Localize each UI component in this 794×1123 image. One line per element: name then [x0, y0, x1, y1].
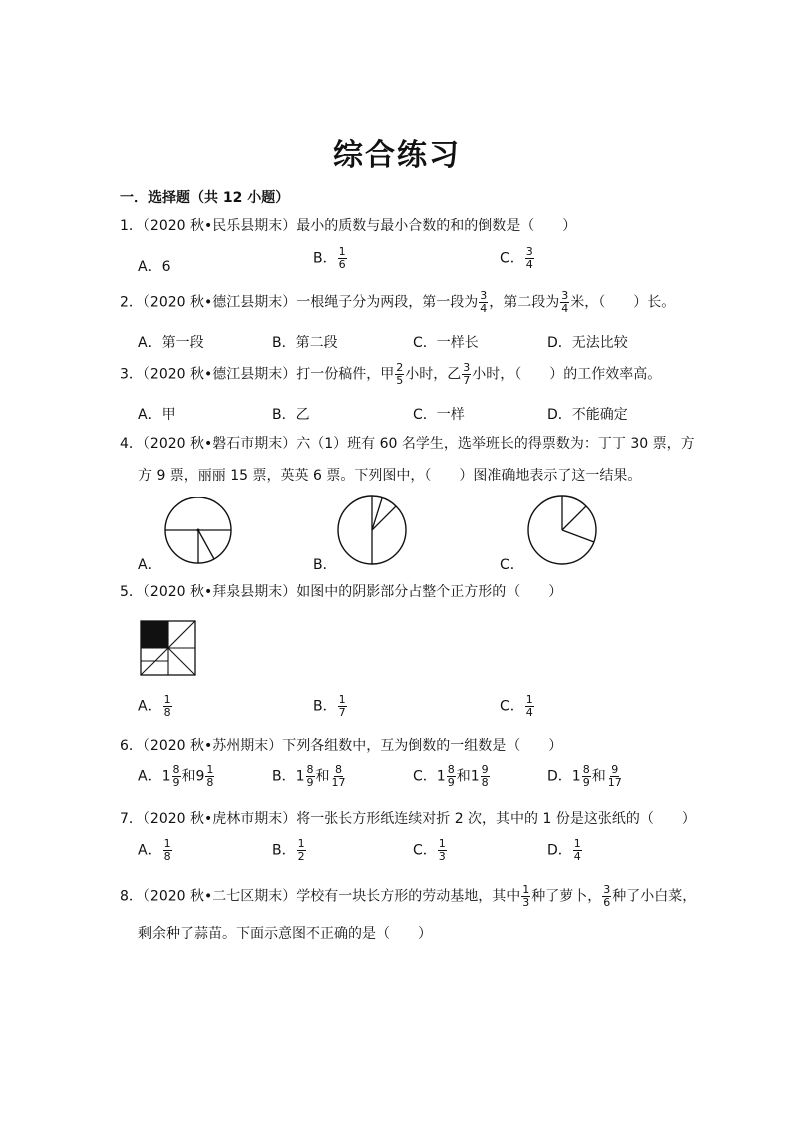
- q2-option-c: C．一样长: [413, 335, 479, 351]
- q3-fraction-2: [462, 362, 471, 387]
- q3-option-d: D．不能确定: [547, 407, 628, 423]
- numerator: 1: [438, 837, 446, 850]
- q2-option-b: B．第二段: [272, 335, 338, 351]
- q1-option-c-label: C．: [500, 250, 524, 267]
- denominator: 3: [522, 896, 530, 909]
- conjunction: 和: [315, 768, 330, 785]
- fraction: [582, 764, 591, 789]
- q5-option-b-label: B．: [313, 698, 337, 715]
- numerator: 9: [481, 763, 489, 776]
- denominator: 6: [338, 258, 346, 271]
- denominator: 4: [573, 850, 581, 863]
- numerator: 8: [447, 763, 455, 776]
- q7-option-b: [272, 838, 307, 863]
- numerator: 1: [573, 837, 581, 850]
- q4-option-a: A．: [138, 557, 162, 573]
- page-title: 综合练习: [333, 138, 461, 173]
- q5-option-a-fraction: [163, 694, 172, 719]
- q7-option-a-label: A．: [138, 842, 162, 859]
- denominator: 6: [603, 896, 611, 909]
- denominator: 8: [481, 776, 489, 789]
- numerator: 1: [522, 883, 530, 896]
- numerator: 1: [338, 693, 346, 706]
- q2-option-a: A．第一段: [138, 335, 204, 351]
- numerator: 1: [525, 693, 533, 706]
- fraction: [306, 764, 315, 789]
- denominator: 4: [480, 302, 488, 315]
- denominator: 4: [525, 258, 533, 271]
- denominator: 8: [163, 850, 171, 863]
- denominator: 17: [607, 776, 622, 789]
- numerator: 8: [582, 763, 590, 776]
- numerator: 9: [611, 763, 619, 776]
- conjunction: 和: [591, 768, 606, 785]
- q6-option-a: [138, 764, 215, 789]
- question-8-line-1: [120, 884, 696, 909]
- q4-pie-chart-a: [160, 497, 236, 565]
- q1-option-b-label: B．: [313, 250, 337, 267]
- fraction: [447, 764, 456, 789]
- numerator: 3: [525, 245, 533, 258]
- numerator: 8: [306, 763, 314, 776]
- q5-option-c-label: C．: [500, 698, 524, 715]
- q8-text-b: 种了萝卜，: [531, 888, 602, 905]
- q7-option-c-fraction: [438, 838, 447, 863]
- fraction: [481, 764, 490, 789]
- denominator: 9: [582, 776, 590, 789]
- q6-option-b-label: B．: [272, 768, 296, 785]
- whole-number: 1: [571, 768, 581, 785]
- q3-option-c: C．一样: [413, 407, 465, 423]
- numerator: 3: [480, 289, 488, 302]
- denominator: 8: [163, 706, 171, 719]
- fraction: [331, 764, 347, 789]
- q5-option-c: [500, 694, 535, 719]
- question-4-line-2: 方 9 票，丽丽 15 票，英英 6 票。下列图中，（ ）图准确地表示了这一结果。: [138, 468, 642, 484]
- q7-option-a: [138, 838, 173, 863]
- q1-option-a: A．6: [138, 259, 171, 275]
- q8-fraction-2: [602, 884, 611, 909]
- q6-option-c-label: C．: [413, 768, 437, 785]
- q3-text-a: 3．（2020 秋•德江县期末）打一份稿件，甲: [120, 366, 395, 383]
- q6-option-d: [547, 764, 624, 789]
- q3-option-b: B．乙: [272, 407, 310, 423]
- q8-fraction-1: [521, 884, 530, 909]
- q7-option-b-label: B．: [272, 842, 296, 859]
- q7-option-d-label: D．: [547, 842, 572, 859]
- numerator: 3: [603, 883, 611, 896]
- q5-option-a-label: A．: [138, 698, 162, 715]
- numerator: 2: [396, 361, 404, 374]
- question-4-line-1: 4．（2020 秋•磐石市期末）六（1）班有 60 名学生，选举班长的得票数为：丁丁 30 票，方: [120, 436, 695, 452]
- q1-option-b: [313, 246, 348, 271]
- denominator: 8: [206, 776, 214, 789]
- numerator: 1: [163, 837, 171, 850]
- q7-option-c: [413, 838, 448, 863]
- denominator: 5: [396, 374, 404, 387]
- question-1-text: 1．（2020 秋•民乐县期末）最小的质数与最小合数的和的倒数是（ ）: [120, 218, 577, 234]
- q3-option-a: A．甲: [138, 407, 176, 423]
- q5-option-b: [313, 694, 348, 719]
- q2-text-a: 2．（2020 秋•德江县期末）一根绳子分为两段，第一段为: [120, 294, 479, 311]
- fraction: [607, 764, 623, 789]
- q4-option-c: C．: [500, 557, 524, 573]
- q1-option-c: [500, 246, 535, 271]
- whole-number: 9: [195, 768, 205, 785]
- denominator: 9: [172, 776, 180, 789]
- q3-text-c: 小时，（ ）的工作效率高。: [472, 366, 662, 383]
- numerator: 3: [463, 361, 471, 374]
- q2-fraction-2: [560, 290, 569, 315]
- q2-text-b: ，第二段为: [489, 294, 560, 311]
- denominator: 4: [561, 302, 569, 315]
- denominator: 4: [525, 706, 533, 719]
- denominator: 3: [438, 850, 446, 863]
- denominator: 17: [331, 776, 346, 789]
- numerator: 1: [163, 693, 171, 706]
- q1-option-c-fraction: [525, 246, 534, 271]
- whole-number: 1: [295, 768, 305, 785]
- q6-option-c: [413, 764, 491, 789]
- q5-option-b-fraction: [338, 694, 347, 719]
- q2-fraction-1: [479, 290, 488, 315]
- numerator: 3: [561, 289, 569, 302]
- question-3-text: [120, 362, 661, 387]
- q2-option-d: D．无法比较: [547, 335, 628, 351]
- question-6-text: 6．（2020 秋•苏州期末）下列各组数中，互为倒数的一组数是（ ）: [120, 738, 563, 754]
- conjunction: 和: [456, 768, 471, 785]
- question-5-text: 5．（2020 秋•拜泉县期末）如图中的阴影部分占整个正方形的（ ）: [120, 584, 563, 600]
- q7-option-d-fraction: [573, 838, 582, 863]
- numerator: 8: [172, 763, 180, 776]
- numerator: 1: [297, 837, 305, 850]
- whole-number: 1: [470, 768, 480, 785]
- q6-option-b: [272, 764, 348, 789]
- q7-option-c-label: C．: [413, 842, 437, 859]
- q6-option-a-label: A．: [138, 768, 162, 785]
- q7-option-d: [547, 838, 583, 863]
- q2-text-c: 米，（ ）长。: [570, 294, 676, 311]
- q6-option-d-label: D．: [547, 768, 572, 785]
- q7-option-a-fraction: [163, 838, 172, 863]
- denominator: 7: [338, 706, 346, 719]
- whole-number: 1: [436, 768, 446, 785]
- question-8-line-2: 剩余种了蒜苗。下面示意图不正确的是（ ）: [138, 926, 432, 942]
- whole-number: 1: [161, 768, 171, 785]
- question-2-text: [120, 290, 675, 315]
- denominator: 2: [297, 850, 305, 863]
- q8-text-a: 8．（2020 秋•二七区期末）学校有一块长方形的劳动基地，其中: [120, 888, 521, 905]
- q4-pie-chart-b: [334, 494, 410, 566]
- denominator: 9: [306, 776, 314, 789]
- fraction: [172, 764, 181, 789]
- q5-square-diagram: [140, 620, 196, 676]
- question-7-text: 7．（2020 秋•虎林市期末）将一张长方形纸连续对折 2 次，其中的 1 份是这张纸的（ ）: [120, 811, 696, 827]
- q7-option-b-fraction: [297, 838, 306, 863]
- q3-fraction-1: [395, 362, 404, 387]
- conjunction: 和: [181, 768, 196, 785]
- numerator: 8: [335, 763, 343, 776]
- q5-option-a: [138, 694, 173, 719]
- q4-pie-chart-c: [524, 494, 600, 566]
- q5-option-c-fraction: [525, 694, 534, 719]
- q3-text-b: 小时，乙: [405, 366, 462, 383]
- denominator: 7: [463, 374, 471, 387]
- q8-text-c: 种了小白菜，: [612, 888, 697, 905]
- q1-option-b-fraction: [338, 246, 347, 271]
- numerator: 1: [338, 245, 346, 258]
- numerator: 1: [206, 763, 214, 776]
- fraction: [205, 764, 214, 789]
- denominator: 9: [447, 776, 455, 789]
- section-heading: 一．选择题（共 12 小题）: [120, 190, 290, 206]
- q4-option-b: B．: [313, 557, 337, 573]
